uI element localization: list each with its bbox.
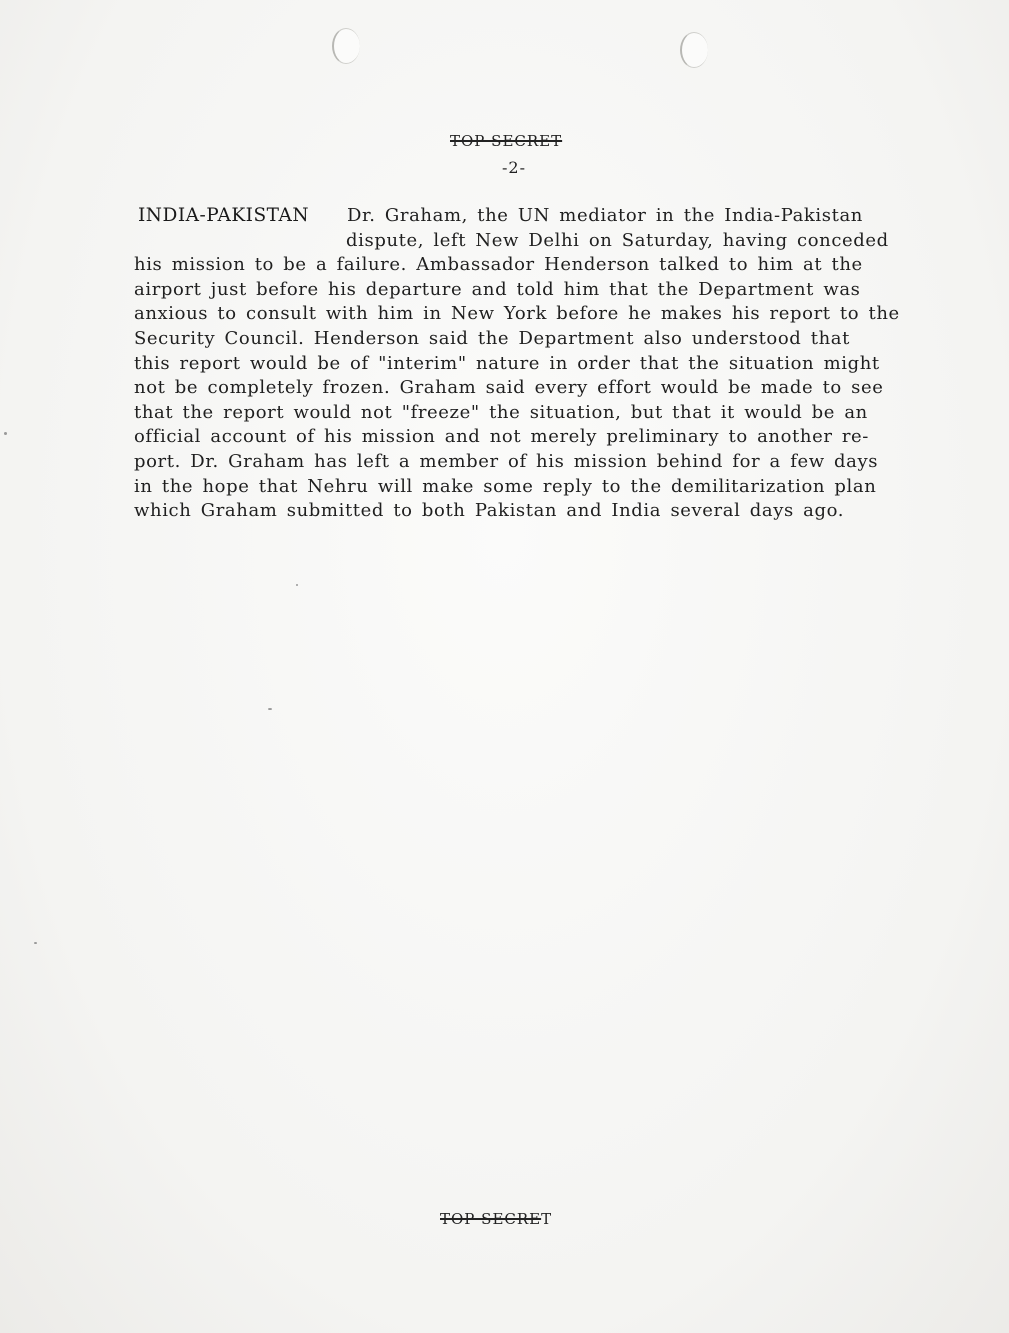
paragraph-line: port. Dr. Graham has left a member of his mission behind for a few days: [134, 450, 879, 472]
paragraph-line: dispute, left New Delhi on Saturday, having conceded: [346, 229, 889, 251]
paragraph-line: anxious to consult with him in New York before he makes his report to the: [134, 303, 900, 325]
section-label: INDIA-PAKISTAN: [138, 205, 310, 226]
paragraph-line: this report would be of "interim" nature in order that the situation might: [134, 352, 880, 374]
footer-classification-tail: T: [541, 1210, 553, 1228]
footer-classification-struck: TOP SECRE: [440, 1210, 542, 1228]
punch-hole-left: [332, 28, 360, 64]
paper-speck: [296, 584, 298, 586]
paragraph-line: official account of his mission and not merely preliminary to another re-: [134, 426, 869, 448]
footer-classification: [440, 1210, 552, 1228]
page-number: -2-: [502, 158, 526, 177]
paragraph-line: which Graham submitted to both Pakistan and India several days ago.: [134, 500, 845, 522]
paragraph-line: Security Council. Henderson said the Department also understood that: [134, 327, 850, 349]
paragraph-line: not be completely frozen. Graham said every effort would be made to see: [134, 377, 884, 399]
paper-speck: [268, 708, 272, 710]
paper-speck: [34, 942, 37, 944]
body-paragraph: [134, 204, 956, 524]
paragraph-line: that the report would not "freeze" the situation, but that it would be an: [134, 401, 868, 423]
paragraph-line: in the hope that Nehru will make some reply to the demilitarization plan: [134, 475, 877, 497]
punch-hole-right: [680, 32, 708, 68]
paragraph-line: airport just before his departure and told him that the Department was: [134, 278, 861, 300]
paper-speck: [4, 432, 7, 435]
paragraph-line: Dr. Graham, the UN mediator in the India-Pakistan: [347, 205, 863, 226]
paragraph-line: his mission to be a failure. Ambassador Henderson talked to him at the: [134, 254, 863, 276]
header-classification: TOP SECRET: [450, 132, 563, 150]
